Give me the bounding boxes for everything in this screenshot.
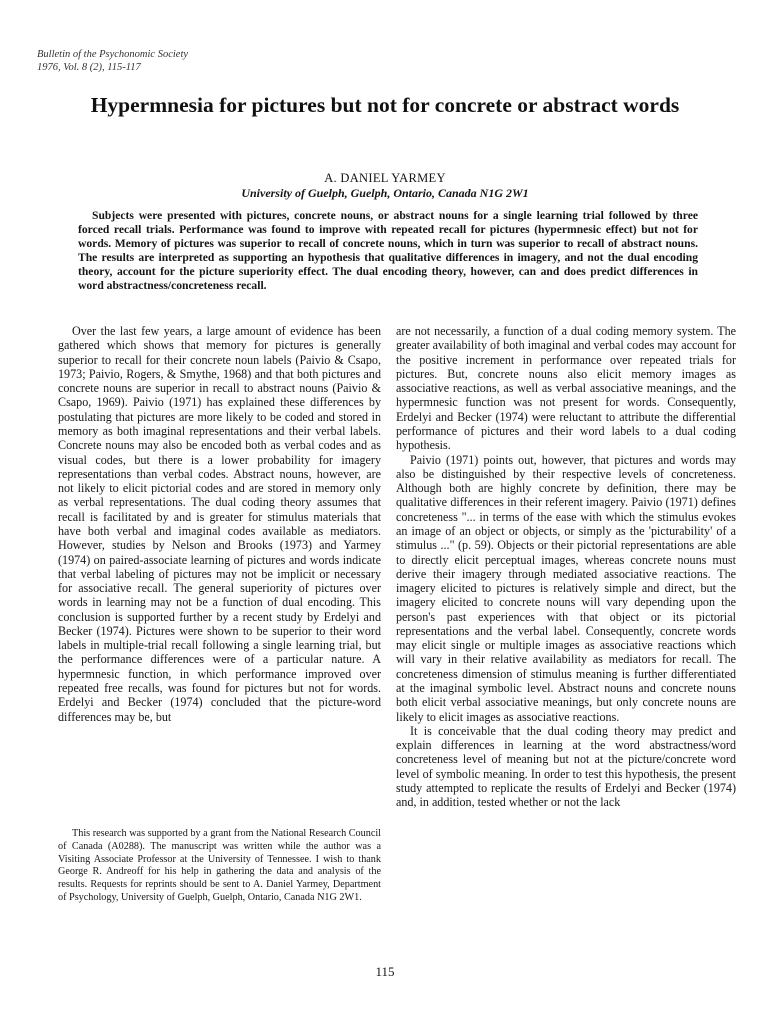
page-number: 115: [375, 964, 395, 979]
body-column-left: [58, 324, 381, 724]
body-paragraph: Over the last few years, a large amount of evidence has been gathered which shows that memory for pictures is generally superior to recall for their concrete noun labels (Paivio & Csapo, 1973; Paivio, Rogers, & Smythe, 1968) and that both pictures and concrete nouns are superior in recall to abstract nouns (Paivio & Csapo, 1969). Paivio (1971) has explained these differences by postulating that pictures are more likely to be coded and stored in memory as both imaginal representations and their verbal labels. Concrete nouns may also be encoded both as verbal codes and as visual codes, but there is a lower probability for imagery representations than verbal codes. Abstract nouns, however, are not likely to elicit pictorial codes and are stored in memory only as verbal representations. The dual coding theory assumes that recall is facilitated by and is greater for stimulus materials that have both verbal and imaginal codes available as mediators. However, studies by Nelson and Brooks (1973) and Yarmey (1974) on paired-associate learning of pictures and words indicate that verbal labeling of pictures may not be implicit or necessary for associative recall. The general superiority of pictures over words in learning may not be a function of dual encoding. This conclusion is supported further by a recent study by Erdelyi and Becker (1974). Pictures were shown to be superior to their word labels in multiple-trial recall following a single learning trial, but the performance differences were of a particular nature. A hypermnesic function, in which performance improved over repeated free recalls, was found for pictures but not for words. Erdelyi and Becker (1974) concluded that the picture-word differences may be, but: [58, 324, 381, 724]
body-paragraph: Paivio (1971) points out, however, that pictures and words may also be distinguished by their respective levels of concreteness. Although both are highly concrete by definition, there may be qualitative differences in their referent imagery. Paivio (1971) defines concreteness "... in terms of the ease with which the stimulus evokes an image of an object or objects, or simply as the 'picturability' of a stimulus ..." (p. 59). Objects or their pictorial representations are able to directly elicit perceptual images, whereas concrete nouns must derive their imagery through mediated associative reactions. The imagery elicited to pictures is relatively simple and direct, but the imagery elicited to concrete nouns will vary depending upon the person's past experiences with that object or its pictorial representations and the verbal label. Consequently, concrete words may elicit single or multiple images as associative reactions which will vary in their relative availability as mediators for recall. The concreteness dimension of stimulus meaning is further differentiated at the imaginal symbolic level. Abstract nouns and concrete nouns both elicit verbal associative meanings, but only concrete nouns are likely to elicit images as associative reactions.: [396, 452, 736, 724]
journal-volume: 1976, Vol. 8 (2), 115-117: [37, 62, 141, 73]
footnote-text: This research was supported by a grant from the National Research Council of Canada (A0288). The manuscript was written while the author was a Visiting Associate Professor at the University of Tennessee. I wish to thank George R. Andreoff for his help in gathering the data and analysis of the results. Requests for reprints should be sent to A. Daniel Yarmey, Department of Psychology, University of Guelph, Guelph, Ontario, Canada N1G 2W1.: [58, 828, 381, 903]
article-title: Hypermnesia for pictures but not for concrete or abstract words: [90, 93, 680, 117]
body-column-right: [396, 324, 736, 810]
author-name: A. DANIEL YARMEY: [324, 171, 446, 185]
body-paragraph: It is conceivable that the dual coding theory may predict and explain differences in learning at the word abstractness/word concreteness level of meaning but not at the picture/concrete word level of symbolic meaning. In order to test this hypothesis, the present study attempted to replicate the results of Erdelyi and Becker (1974) and, in addition, tested whether or not the lack: [396, 723, 736, 810]
footnote: [58, 828, 381, 905]
author-affiliation: University of Guelph, Guelph, Ontario, Canada N1G 2W1: [241, 186, 529, 200]
body-paragraph: are not necessarily, a function of a dual coding memory system. The greater availability of both imaginal and verbal codes may account for the positive increment in performance over repeated trials for pictures. But, concrete nouns also elicit memory images as associative reactions, as well as verbal associative meanings, and the hypermnesic function was not present for words. Consequently, Erdelyi and Becker (1974) were reluctant to attribute the differential performance of pictures and their word labels to a dual coding hypothesis.: [396, 324, 736, 453]
abstract: Subjects were presented with pictures, concrete nouns, or abstract nouns for a single learning trial followed by three forced recall trials. Performance was found to improve with repeated recall for pictures (hypermnesic effect) but not for words. Memory of pictures was superior to recall of concrete nouns, which in turn was superior to recall of abstract nouns. The results are interpreted as supporting an hypothesis that qualitative differences in imagery, and not the dual encoding theory, account for the picture superiority effect. The dual encoding theory, however, can and does predict differences in word abstractness/concreteness recall.: [78, 209, 698, 292]
journal-name: Bulletin of the Psychonomic Society: [37, 49, 189, 60]
journal-citation: [37, 48, 188, 74]
